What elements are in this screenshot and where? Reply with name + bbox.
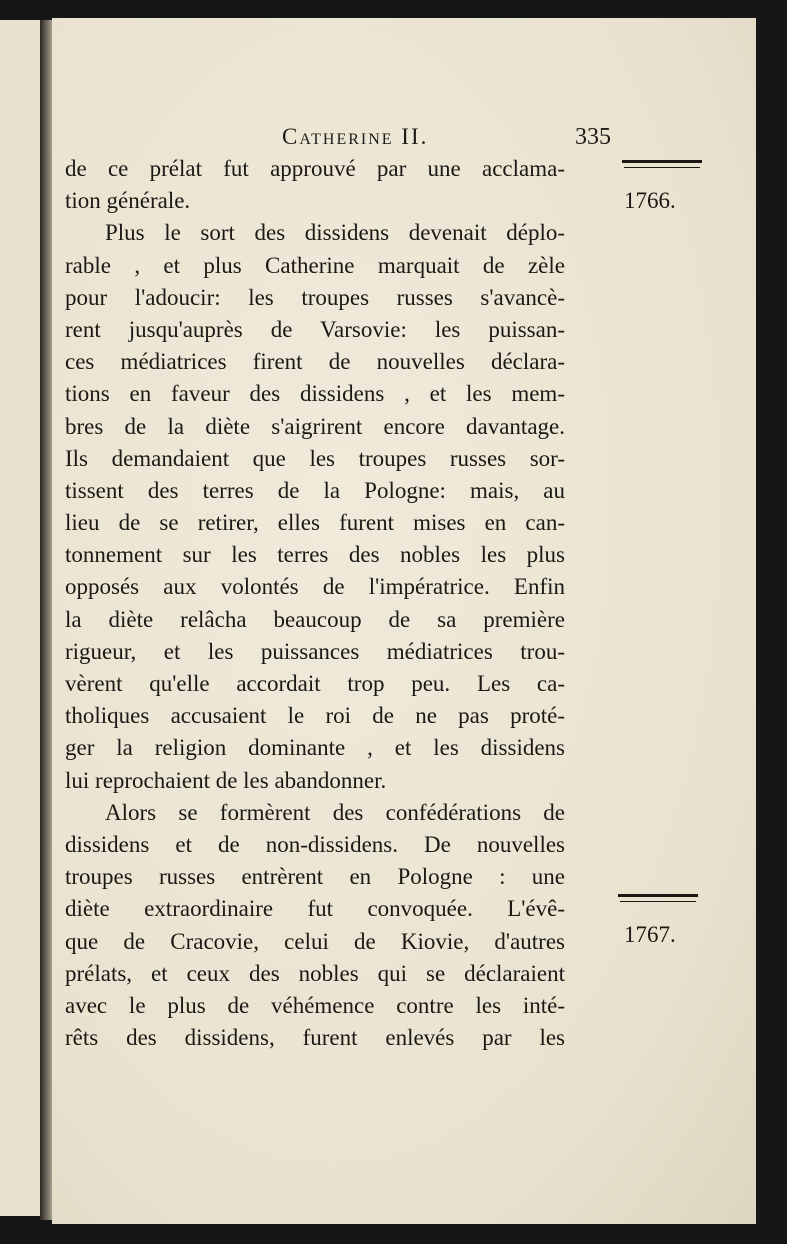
text-line: tion générale. xyxy=(65,188,191,214)
text-line: tissent des terres de la Pologne: mais, au xyxy=(65,477,565,503)
margin-year-1766: 1766. xyxy=(624,188,676,213)
text-line: rable , et plus Catherine marquait de zèle xyxy=(65,252,565,278)
margin-rule-top-thin xyxy=(624,167,700,168)
text-line: Plus le sort des dissidens devenait déplo- xyxy=(105,220,565,246)
margin-rule-bottom-thin xyxy=(620,901,696,902)
text-line: la diète relâcha beaucoup de sa première xyxy=(65,606,565,632)
text-line: tholiques accusaient le roi de ne pas proté- xyxy=(65,703,565,729)
body-text xyxy=(65,153,565,1054)
text-line: bres de la diète s'aigrirent encore davantage. xyxy=(65,413,565,439)
text-line: lieu de se retirer, elles furent mises en can- xyxy=(65,510,565,536)
text-line: Ils demandaient que les troupes russes sor- xyxy=(65,445,565,471)
text-line: pour l'adoucir: les troupes russes s'avancè- xyxy=(65,284,565,310)
margin-year-1767: 1767. xyxy=(624,922,676,947)
text-line: tions en faveur des dissidens , et les mem- xyxy=(65,381,565,407)
text-line: que de Cracovie, celui de Kiovie, d'autres xyxy=(65,928,565,954)
margin-rule-bottom xyxy=(618,894,698,897)
text-line: Alors se formèrent des confédérations de xyxy=(105,799,565,825)
text-line: rêts des dissidens, furent enlevés par les xyxy=(65,1025,565,1051)
text-line: rent jusqu'auprès de Varsovie: les puissan- xyxy=(65,316,565,342)
text-line: ces médiatrices firent de nouvelles déclara- xyxy=(65,349,565,375)
text-line: vèrent qu'elle accordait trop peu. Les ca- xyxy=(65,671,565,696)
text-line: diète extraordinaire fut convoquée. L'évê- xyxy=(65,896,565,922)
text-line: rigueur, et les puissances médiatrices trou- xyxy=(65,638,565,664)
text-line: de ce prélat fut approuvé par une acclama- xyxy=(65,156,565,181)
page-number: 335 xyxy=(575,124,611,150)
text-line: troupes russes entrèrent en Pologne : une xyxy=(65,864,565,890)
running-title: Catherine II. xyxy=(282,124,429,149)
previous-page-edge xyxy=(0,20,42,1216)
text-line: opposés aux volontés de l'impératrice. Enfin xyxy=(65,574,565,600)
text-line: prélats, et ceux des nobles qui se déclaraient xyxy=(65,960,565,986)
text-line: dissidens et de non-dissidens. De nouvelles xyxy=(65,831,565,857)
margin-rule-top xyxy=(622,160,702,163)
text-line: ger la religion dominante , et les dissidens xyxy=(65,735,565,761)
text-line: lui reprochaient de les abandonner. xyxy=(65,767,387,793)
text-line: tonnement sur les terres des nobles les plus xyxy=(65,542,565,568)
page-header xyxy=(52,124,756,156)
text-line: avec le plus de véhémence contre les inté- xyxy=(65,992,565,1018)
